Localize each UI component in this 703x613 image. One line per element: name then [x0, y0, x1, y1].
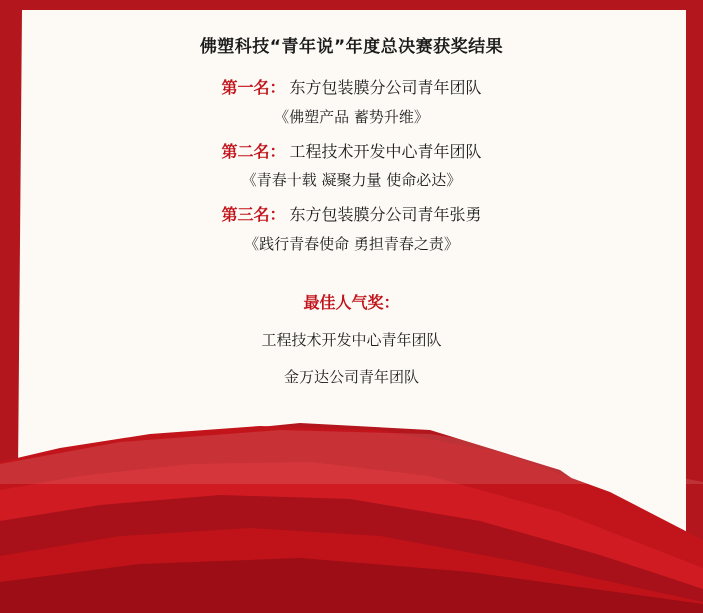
- rank-winner-first: 东方包装膜分公司青年团队: [289, 78, 482, 97]
- rank-label-first: 第一名：: [221, 78, 286, 97]
- poster-title: 佛塑科技“青年说”年度总决赛获奖结果: [199, 37, 504, 57]
- rank-winner-third: 东方包装膜分公司青年张勇: [289, 205, 482, 225]
- rank-label-second: 第二名：: [221, 141, 286, 161]
- popularity-award-heading: 最佳人气奖：: [303, 292, 400, 312]
- ranking-row-second: [0, 141, 703, 163]
- ranking-row-first: [0, 77, 703, 99]
- work-title-third: 《践行青春使命 勇担青春之责》: [244, 234, 459, 253]
- rank-winner-second: 工程技术开发中心青年团队: [289, 141, 482, 161]
- popularity-award-item-2: 金万达公司青年团队: [283, 367, 419, 386]
- popularity-award-item-1: 工程技术开发中心青年团队: [261, 330, 442, 349]
- ranking-row-third: [0, 204, 703, 226]
- rank-label-third: 第三名：: [221, 205, 286, 225]
- work-title-first: 《佛塑产品 蓄势升维》: [274, 107, 429, 126]
- work-title-second: 《青春十载 凝聚力量 使命必达》: [241, 171, 462, 190]
